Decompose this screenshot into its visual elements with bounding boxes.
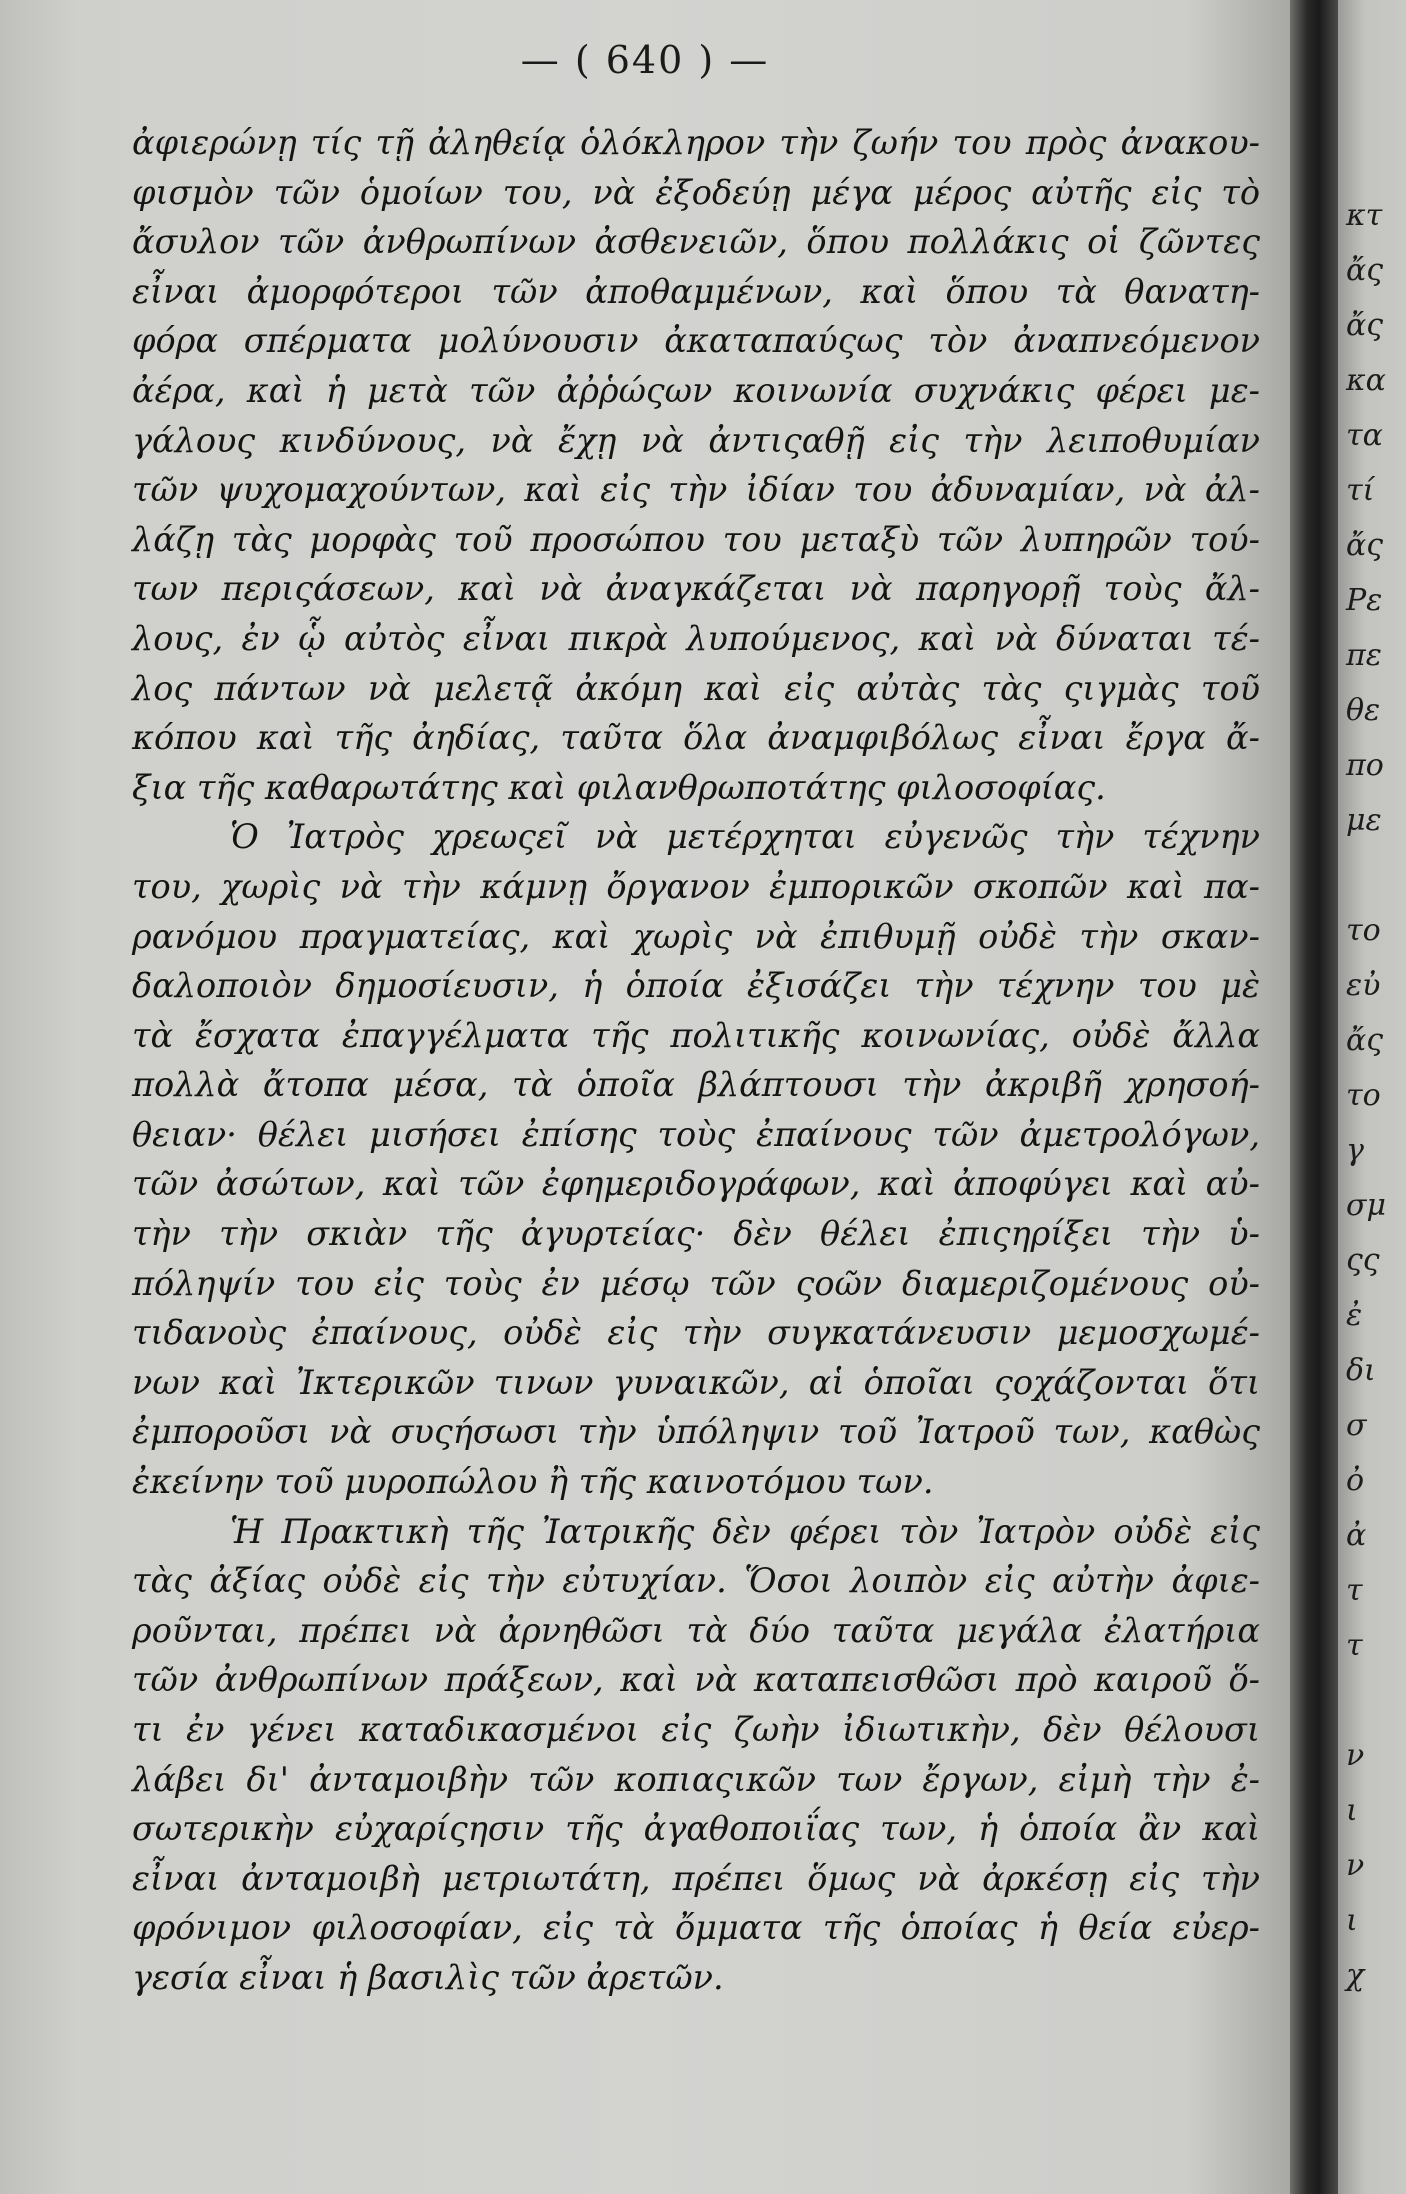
text-line: ἄσυλον τῶν ἀνθρωπίνων ἀσθενειῶν, ὅπου πολλάκις οἱ ζῶντες	[132, 222, 1260, 262]
facing-page-fragment: με	[1346, 803, 1382, 838]
facing-page-fragment: Ρε	[1346, 583, 1383, 618]
text-line: εἶναι ἀνταμοιβὴ μετριωτάτη, πρέπει ὅμως νὰ ἀρκέσῃ εἰς τὴν	[132, 1858, 1260, 1898]
facing-page-fragment: ἄς	[1346, 253, 1384, 288]
text-line: τῶν ἀσώτων, καὶ τῶν ἐφημεριδογράφων, καὶ ἀποφύγει καὶ αὐ-	[132, 1164, 1260, 1204]
text-line: του, χωρὶς νὰ τὴν κάμνῃ ὄργανον ἐμπορικῶν σκοπῶν καὶ πα-	[132, 866, 1260, 906]
facing-page-fragment: ι	[1346, 1903, 1358, 1938]
facing-page-fragment: σμ	[1346, 1188, 1386, 1223]
text-line: λος πάντων νὰ μελετᾷ ἀκόμη καὶ εἰς αὐτὰς τὰς ςιγμὰς τοῦ	[132, 668, 1260, 708]
facing-page-fragment: πε	[1346, 638, 1382, 673]
text-line: ἀφιερώνῃ τίς τῇ ἀληθείᾳ ὁλόκληρον τὴν ζωήν του πρὸς ἀνακου-	[132, 123, 1260, 162]
text-line: τῶν ψυχομαχούντων, καὶ εἰς τὴν ἰδίαν του ἀδυναμίαν, νὰ ἀλ-	[132, 470, 1260, 510]
body-text	[132, 118, 1260, 2003]
text-line: θειαν· θέλει μισήσει ἐπίσης τοὺς ἐπαίνους τῶν ἀμετρολόγων,	[132, 1114, 1260, 1154]
text-line: φόρα σπέρματα μολύνουσιν ἀκαταπαύςως τὸν ἀναπνεόμενον	[132, 321, 1260, 361]
facing-page-fragment: πο	[1346, 748, 1384, 783]
text-line: λάζῃ τὰς μορφὰς τοῦ προσώπου του μεταξὺ τῶν λυπηρῶν τού-	[132, 519, 1260, 559]
facing-page-fragment: γ	[1346, 1133, 1364, 1168]
text-line: ἐκείνην τοῦ μυροπώλου ἢ τῆς καινοτόμου των.	[132, 1462, 934, 1502]
book-gutter-shadow	[1290, 0, 1338, 2194]
text-line: πολλὰ ἄτοπα μέσα, τὰ ὁποῖα βλάπτουσι τὴν ἀκριβῆ χρησοή-	[132, 1065, 1260, 1105]
page-number-header: — ( 640 ) —	[520, 38, 770, 82]
text-line: φρόνιμον φιλοσοφίαν, εἰς τὰ ὄμματα τῆς ὁποίας ἡ θεία εὐερ-	[132, 1908, 1260, 1948]
text-line: γάλους κινδύνους, νὰ ἔχῃ νὰ ἀντιςαθῇ εἰς τὴν λειποθυμίαν	[132, 420, 1260, 460]
text-line: εἶναι ἀμορφότεροι τῶν ἀποθαμμένων, καὶ ὅπου τὰ θανατη-	[132, 271, 1260, 311]
text-line: τὰ ἔσχατα ἐπαγγέλματα τῆς πολιτικῆς κοινωνίας, οὐδὲ ἄλλα	[132, 1015, 1260, 1055]
facing-page-fragment: δι	[1346, 1353, 1376, 1388]
facing-page-fragment: τ	[1346, 1573, 1363, 1608]
facing-page-fragment: θε	[1346, 693, 1381, 728]
text-line: γεσία εἶναι ἡ βασιλὶς τῶν ἀρετῶν.	[132, 1957, 724, 1997]
facing-page-fragment: ςς	[1346, 1243, 1380, 1278]
facing-page-fragment: ν	[1346, 1738, 1365, 1773]
text-line: πόληψίν του εἰς τοὺς ἐν μέσῳ τῶν ςοῶν διαμεριζομένους οὐ-	[132, 1263, 1260, 1303]
facing-page-fragment: χ	[1346, 1958, 1365, 1993]
text-line: λάβει δι' ἀνταμοιβὴν τῶν κοπιαςικῶν των ἔργων, εἰμὴ τὴν ἐ-	[132, 1759, 1260, 1799]
facing-page-fragment: εὐ	[1346, 968, 1381, 1003]
text-line: τὴν τὴν σκιὰν τῆς ἀγυρτείας· δὲν θέλει ἐπιςηρίξει τὴν ὑ-	[132, 1214, 1260, 1254]
text-line: νων καὶ Ἰκτερικῶν τινων γυναικῶν, αἱ ὁποῖαι ςοχάζονται ὅτι	[132, 1362, 1260, 1402]
text-line: τῶν ἀνθρωπίνων πράξεων, καὶ νὰ καταπεισθῶσι πρὸ καιροῦ ὅ-	[132, 1660, 1260, 1700]
facing-page-fragment: ὀ	[1346, 1463, 1365, 1498]
text-line: ἀέρα, καὶ ἡ μετὰ τῶν ἀῤῥώςων κοινωνία συχνάκις φέρει με-	[132, 370, 1260, 410]
facing-page-fragment: τα	[1346, 418, 1383, 453]
text-line: των περιςάσεων, καὶ νὰ ἀναγκάζεται νὰ παρηγορῇ τοὺς ἄλ-	[132, 569, 1260, 609]
text-line: ρανόμου πραγματείας, καὶ χωρὶς νὰ ἐπιθυμῇ οὐδὲ τὴν σκαν-	[132, 916, 1260, 956]
facing-page-fragment: ἄς	[1346, 308, 1384, 343]
facing-page-fragment: τί	[1346, 473, 1375, 508]
text-line: Ἡ Πρακτικὴ τῆς Ἰατρικῆς δὲν φέρει τὸν Ἰατρὸν οὐδὲ εἰς	[230, 1511, 1260, 1551]
text-line: Ὁ Ἰατρὸς χρεωςεῖ νὰ μετέρχηται εὐγενῶς τὴν τέχνην	[230, 817, 1260, 857]
facing-page-fragment: ἀ	[1346, 1518, 1367, 1553]
facing-page-fragment: το	[1346, 913, 1381, 948]
facing-page-fragment: κτ	[1346, 198, 1383, 233]
facing-page-fragment: το	[1346, 1078, 1381, 1113]
facing-page-fragment: κα	[1346, 363, 1386, 398]
text-line: ξια τῆς καθαρωτάτης καὶ φιλανθρωποτάτης φιλοσοφίας.	[132, 767, 1106, 807]
facing-page-fragment: ι	[1346, 1793, 1358, 1828]
text-line: τι ἐν γένει καταδικασμένοι εἰς ζωὴν ἰδιωτικὴν, δὲν θέλουσι	[132, 1710, 1260, 1749]
text-line: σωτερικὴν εὐχαρίςησιν τῆς ἀγαθοποιΐας των, ἡ ὁποία ἂν καὶ	[132, 1809, 1260, 1849]
facing-page-edge	[1338, 0, 1406, 2194]
facing-page-fragment: ἄς	[1346, 528, 1384, 563]
text-line: ροῦνται, πρέπει νὰ ἀρνηθῶσι τὰ δύο ταῦτα μεγάλα ἐλατήρια	[132, 1610, 1260, 1650]
facing-page-fragment: ἐ	[1346, 1298, 1363, 1333]
text-line: κόπου καὶ τῆς ἀηδίας, ταῦτα ὅλα ἀναμφιβόλως εἶναι ἔργα ἄ-	[132, 718, 1260, 758]
text-line: λους, ἐν ᾧ αὐτὸς εἶναι πικρὰ λυπούμενος, καὶ νὰ δύναται τέ-	[132, 618, 1260, 658]
facing-page-fragment: σ	[1346, 1408, 1367, 1443]
text-line: τὰς ἀξίας οὐδὲ εἰς τὴν εὐτυχίαν. Ὅσοι λοιπὸν εἰς αὐτὴν ἀφιε-	[132, 1561, 1260, 1601]
facing-page-fragment: ν	[1346, 1848, 1365, 1883]
text-line: φισμὸν τῶν ὁμοίων του, νὰ ἐξοδεύῃ μέγα μέρος αὐτῆς εἰς τὸ	[132, 172, 1260, 212]
facing-page-fragment: τ	[1346, 1628, 1363, 1663]
text-line: ἐμποροῦσι νὰ συςήσωσι τὴν ὑπόληψιν τοῦ Ἰατροῦ των, καθὼς	[132, 1412, 1260, 1452]
text-line: τιδανοὺς ἐπαίνους, οὐδὲ εἰς τὴν συγκατάνευσιν μεμοσχωμέ-	[132, 1313, 1260, 1353]
text-line: δαλοποιὸν δημοσίευσιν, ἡ ὁποία ἐξισάζει τὴν τέχνην του μὲ	[132, 966, 1260, 1006]
facing-page-fragment: ἄς	[1346, 1023, 1384, 1058]
